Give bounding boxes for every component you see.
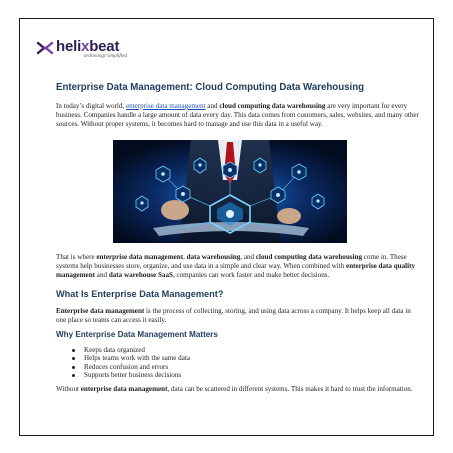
hero-illustration bbox=[113, 140, 347, 243]
list-item: Helps teams work with the same data bbox=[72, 354, 322, 362]
helixbeat-logo[interactable] bbox=[36, 39, 186, 61]
list-item: Reduces confusion and errors bbox=[72, 363, 322, 371]
context-paragraph: That is where enterprise data management, data warehousing, and cloud computing data warehousing come in. These systems help businesses store, organize, and use data in a simple and clear way. When combined with enterprise data quality management and data warehouse SaaS, companies can work faster and make better decisions. bbox=[56, 253, 416, 280]
enterprise-data-management-link[interactable]: enterprise data management bbox=[125, 102, 206, 110]
helix-logo-icon bbox=[36, 40, 54, 56]
closing-paragraph: Without enterprise data management, data can be scattered in different systems. This makes it hard to trust the information. bbox=[56, 385, 413, 393]
definition-paragraph: Enterprise data management is the process of collecting, storing, and using data across a company. It helps keep all data in one place so teams can access it easily. bbox=[56, 307, 411, 325]
logo-wordmark: helixbeat bbox=[56, 38, 120, 55]
section-heading-what-is-edm: What Is Enterprise Data Management? bbox=[56, 289, 224, 299]
section-heading-why-edm-matters: Why Enterprise Data Management Matters bbox=[56, 330, 218, 339]
document-page bbox=[19, 18, 434, 436]
intro-paragraph: In today’s digital world, enterprise data management and cloud computing data warehousing are very important for every business. Companies handle a large amount of data every day. This data comes from customers, sales, websites, and many other sources. Without proper systems, it becomes hard to manage and use this data in a useful way. bbox=[56, 102, 419, 129]
list-item: Supports better business decisions bbox=[72, 371, 322, 379]
list-item: Keeps data organized bbox=[72, 346, 322, 354]
benefits-list bbox=[72, 346, 322, 379]
hero-image bbox=[113, 140, 347, 243]
logo-tagline: technology simplified bbox=[84, 54, 127, 59]
article-title: Enterprise Data Management: Cloud Computing Data Warehousing bbox=[56, 82, 365, 93]
